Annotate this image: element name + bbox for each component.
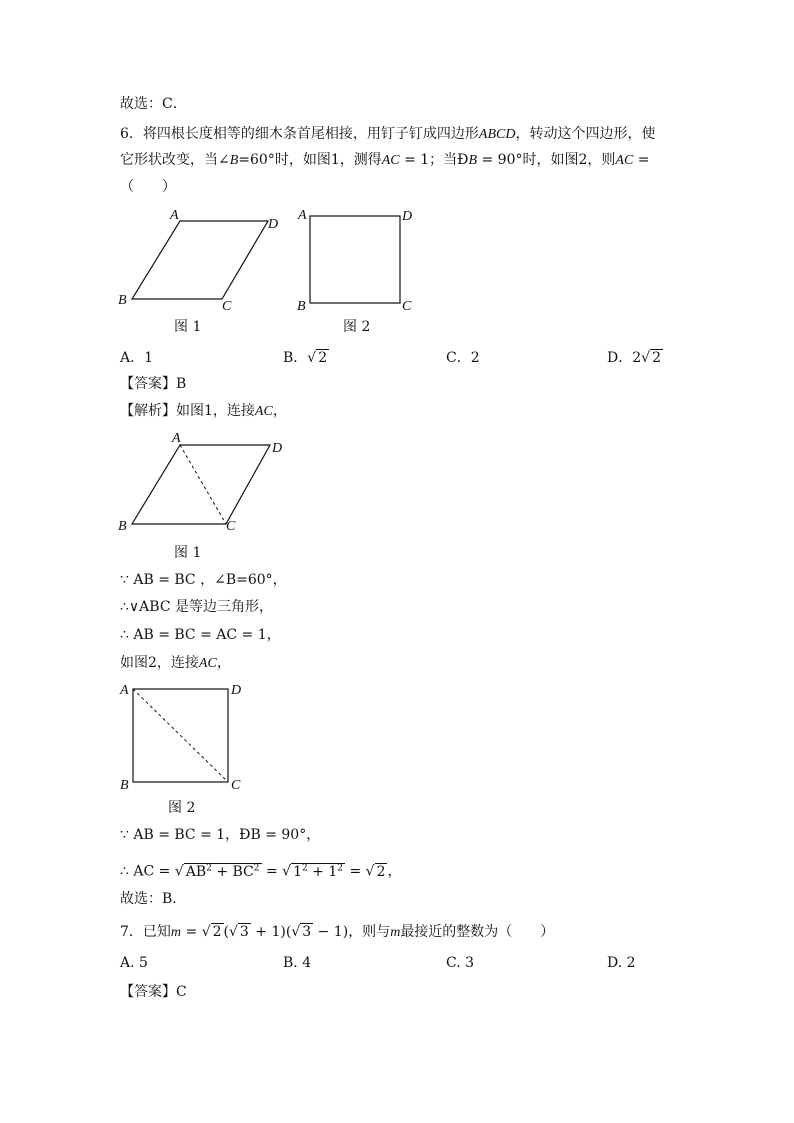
text: 2 bbox=[337, 863, 343, 873]
q6-analysis-intro bbox=[120, 401, 287, 422]
text: 故选：C． bbox=[120, 96, 187, 112]
step-7: 故选：B． bbox=[120, 891, 187, 907]
text: 2 bbox=[632, 350, 642, 366]
label-A: A bbox=[172, 431, 181, 446]
text: 2 bbox=[253, 863, 260, 873]
label-C: C bbox=[231, 778, 241, 793]
step-4 bbox=[120, 653, 231, 674]
text: 如图2，连接 bbox=[120, 655, 199, 671]
label-C: C bbox=[222, 299, 232, 314]
figure-2-caption: 图 2 bbox=[168, 800, 196, 816]
text: AC bbox=[381, 153, 400, 168]
rhombus-shape bbox=[132, 221, 268, 299]
diagonal-ac bbox=[180, 445, 226, 524]
square-shape bbox=[310, 216, 400, 303]
text: 2 bbox=[376, 863, 386, 880]
step-2: ∴∨ABC 是等边三角形， bbox=[120, 599, 273, 615]
q7-stem: 7．已知m = √ 2 (√ 3 + 1)(√ 3 − 1)，则与m最接近的整数为（ ） bbox=[120, 924, 555, 940]
label-D: D bbox=[272, 441, 283, 456]
text: 【解析】如图1，连接 bbox=[120, 403, 255, 419]
q6-stem-line1 bbox=[120, 124, 655, 145]
figure-2-square bbox=[296, 206, 426, 316]
figure-1-rhombus bbox=[118, 206, 288, 316]
text: AC bbox=[198, 656, 217, 671]
figure-1-with-diagonal bbox=[118, 430, 288, 540]
text: = bbox=[345, 863, 366, 880]
text: ，转动这个四边形，使 bbox=[515, 126, 656, 142]
text: m bbox=[390, 925, 401, 940]
q6-stem-line3 bbox=[120, 177, 176, 197]
figure-1-caption: 图 1 bbox=[174, 319, 202, 335]
text: + 1 bbox=[307, 863, 338, 880]
text: 7．已知 bbox=[120, 924, 171, 940]
label-A: A bbox=[298, 208, 307, 223]
q6-answer: 【答案】B bbox=[120, 376, 187, 392]
q6-stem-line2 bbox=[120, 150, 649, 171]
text: m bbox=[170, 925, 182, 940]
text: ， bbox=[216, 655, 231, 671]
text: B bbox=[229, 153, 239, 168]
text: AC bbox=[615, 153, 634, 168]
text: ∴ AC = bbox=[120, 863, 175, 880]
step-5: ∵ AB = BC = 1，ÐB = 90°， bbox=[120, 827, 321, 843]
text: = 90°时，如图2，则 bbox=[477, 152, 616, 168]
text: 它形状改变，当∠ bbox=[120, 152, 230, 168]
text: = 1；当Ð bbox=[399, 152, 469, 168]
label-B: B bbox=[118, 293, 127, 308]
q6-option-c: C．2 bbox=[446, 350, 480, 366]
text: 1 bbox=[293, 863, 302, 880]
text: B bbox=[468, 153, 478, 168]
text: 2 bbox=[652, 350, 661, 366]
text: = bbox=[261, 863, 283, 880]
rhombus-shape bbox=[132, 445, 270, 524]
figure-2-with-diagonal bbox=[118, 680, 258, 795]
text: =60°时，如图1，测得 bbox=[238, 152, 382, 168]
q7-option-a: A. 5 bbox=[120, 955, 148, 971]
label-C: C bbox=[226, 519, 236, 534]
text: − 1 bbox=[313, 924, 343, 940]
q6-option-d: D．2√ 2 bbox=[607, 350, 661, 366]
step-3: ∴ AB = BC = AC = 1， bbox=[120, 627, 281, 643]
text: D． bbox=[607, 350, 633, 366]
text: B． bbox=[283, 350, 308, 366]
figure-2-caption: 图 2 bbox=[343, 319, 371, 335]
text: ， bbox=[272, 403, 287, 419]
text: ABCD bbox=[478, 127, 516, 142]
text: ，则与 bbox=[348, 924, 391, 940]
text: = bbox=[181, 924, 202, 940]
text: 6．将四根长度相等的细木条首尾相接，用钉子钉成四边形 bbox=[120, 126, 479, 142]
text: 2 bbox=[301, 863, 308, 873]
q7-answer: 【答案】C bbox=[120, 984, 187, 1000]
q7-option-b: B. 4 bbox=[283, 955, 312, 971]
label-A: A bbox=[120, 683, 129, 698]
text: ， bbox=[387, 863, 402, 880]
label-C: C bbox=[402, 299, 412, 314]
q7-option-c: C. 3 bbox=[446, 955, 475, 971]
step-6: ∴ AC = √ $AB^2 + BC^2$ = √ $1^2 + 1^2$ = √ 2 ， bbox=[120, 863, 402, 880]
label-D: D bbox=[402, 209, 413, 224]
text: AC bbox=[254, 404, 273, 419]
diagonal-ac bbox=[133, 689, 228, 782]
text: 2 bbox=[318, 350, 328, 366]
text: + BC bbox=[211, 863, 254, 880]
text: 最接近的整数为（ ） bbox=[400, 924, 555, 940]
text: + 1 bbox=[250, 924, 281, 940]
text: （ ） bbox=[120, 179, 176, 195]
q6-option-a: A．1 bbox=[120, 350, 154, 366]
label-A: A bbox=[170, 208, 179, 223]
label-B: B bbox=[297, 299, 306, 314]
prev-answer-line bbox=[120, 94, 187, 114]
text: 2 bbox=[212, 924, 222, 940]
q6-option-b: B．√ 2 bbox=[283, 350, 328, 366]
label-D: D bbox=[268, 217, 279, 232]
label-B: B bbox=[120, 778, 129, 793]
step-1: ∵ AB = BC ，∠B=60°， bbox=[120, 572, 287, 588]
text: 3 bbox=[302, 924, 312, 940]
text: 2 bbox=[206, 863, 212, 873]
text: AB bbox=[185, 863, 207, 880]
text: 3 bbox=[239, 924, 249, 940]
figure-1-caption: 图 1 bbox=[174, 545, 202, 561]
label-D: D bbox=[231, 683, 242, 698]
q7-option-d: D. 2 bbox=[607, 955, 636, 971]
text: = bbox=[633, 152, 650, 168]
label-B: B bbox=[118, 519, 127, 534]
